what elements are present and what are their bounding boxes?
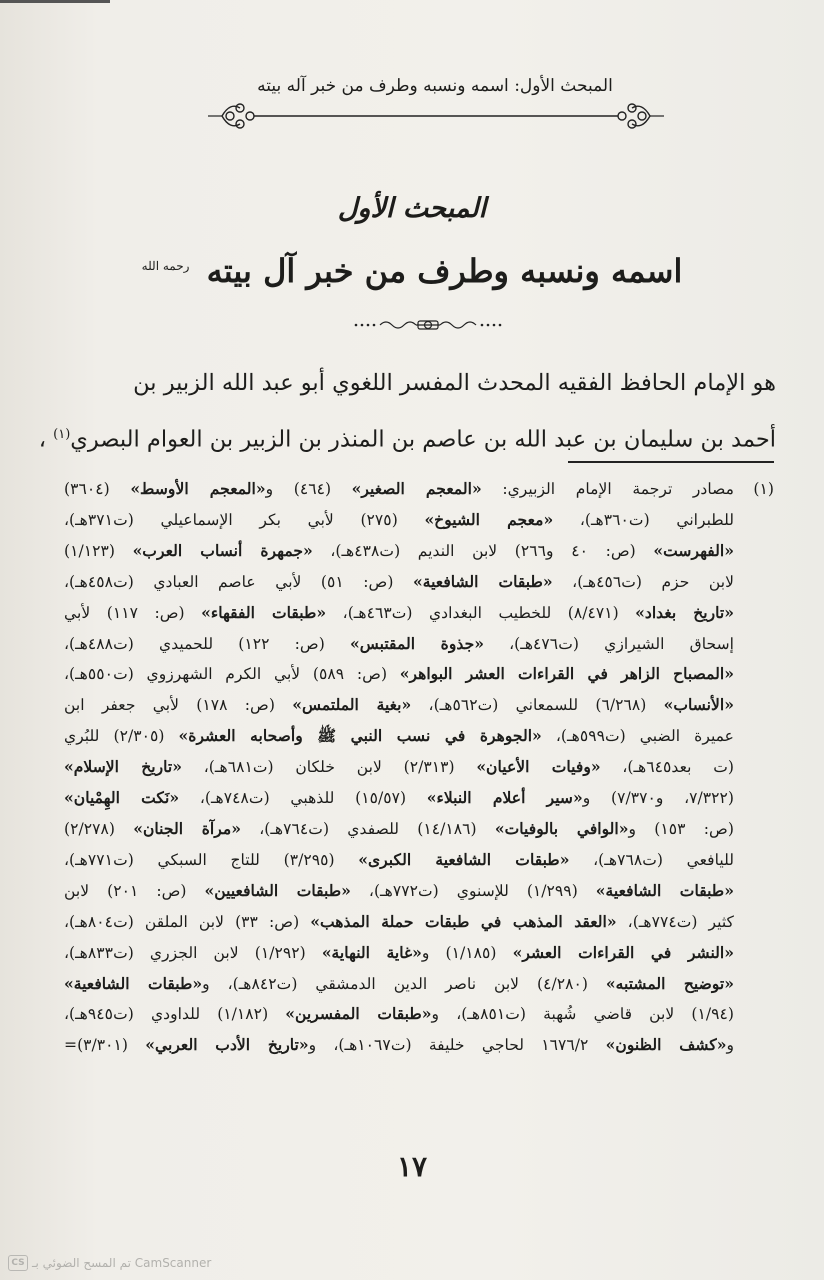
top-edge-rule (0, 0, 110, 3)
page-number: ١٧ (396, 1150, 428, 1183)
footnote-text: ١٦٧٦/٢ لحاجي خليفة (ت١٠٦٧هـ)، و (308, 1036, 606, 1055)
footnote-text: عميرة الضبي (ت٥٩٩هـ)، (541, 727, 734, 746)
source-title: «طبقات الشافعية» (64, 973, 203, 993)
source-title: «العقد المذهب في طبقات حملة المذهب» (310, 911, 617, 931)
footnote-reference[interactable]: (١) (53, 427, 71, 442)
footnote-text: كثير (ت٧٧٤هـ)، (616, 912, 734, 931)
footnote-block (64, 474, 774, 1061)
footnote-text: (١/١٨٥) و (421, 943, 513, 962)
source-title: «توضيح المشتبه» (605, 973, 734, 993)
source-title: «طبقات الفقهاء» (201, 602, 327, 622)
intro-paragraph (38, 358, 776, 466)
footnote-text: إسحاق الشيرازي (ت٤٧٦هـ)، (483, 634, 734, 653)
footnote-text: (١٥/٥٧) للذهبي (ت٧٤٨هـ)، (179, 789, 427, 808)
footnote-text: (ص: ٣٣) لابن الملقن (ت٨٠٤هـ)، (64, 912, 311, 931)
footnote-text: (٦/٢٦٨) للسمعاني (ت٥٦٢هـ)، (411, 696, 664, 715)
header-ornament-icon (208, 90, 664, 130)
footnote-text: (ص: ١٧٨) لأبي جعفر ابن (64, 696, 293, 715)
footnote-line (64, 721, 774, 752)
footnote-line (64, 969, 774, 1000)
footnote-text: مصادر ترجمة الإمام الزبيري: (481, 480, 734, 498)
footnote-line (64, 814, 774, 845)
source-title: «تاريخ بغداد» (635, 602, 734, 622)
footnote-text: (ص: ٥٨٩) لأبي الكرم الشهرزوي (ت٥٥٠هـ)، (64, 665, 400, 684)
source-title: «سير أعلام النبلاء» (426, 788, 583, 808)
source-title: «المصباح الزاهر في القراءات العشر البواهر» (399, 664, 734, 684)
source-title: «وفيات الأعيان» (476, 757, 601, 777)
footnote-text: (ص: ١١٧) لأبي (64, 603, 202, 622)
footnote-text: (١/٩٤) لابن قاضي شُهبة (ت٨٥١هـ)، و (431, 1005, 734, 1024)
footnote-text: (٣٦٠٤) (64, 480, 131, 498)
source-title: «طبقات الشافعية» (595, 880, 734, 900)
footnote-text: (٢/٣٠٥) للبُري (64, 727, 179, 746)
source-title: «تاريخ الأدب العربي» (145, 1035, 309, 1055)
footnote-number: (١) (753, 480, 774, 498)
footnote-line (64, 752, 774, 783)
footnote-line (64, 598, 774, 629)
footnote-text: (٢/٢٧٨) (64, 819, 134, 838)
footnote-line (64, 783, 774, 814)
source-title: «طبقات الشافعية الكبرى» (358, 849, 570, 869)
footnote-text: للطبراني (ت٣٦٠هـ)، (553, 510, 735, 529)
footnote-text: و (726, 1036, 734, 1055)
source-title: «تاريخ الإسلام» (64, 757, 183, 777)
footnote-line (64, 999, 774, 1030)
footnote-line (64, 690, 774, 721)
footnote-text: (٢٧٥) لأبي بكر الإسماعيلي (ت٣٧١هـ)، (64, 510, 425, 529)
footnote-text: لليافعي (ت٧٦٨هـ)، (569, 850, 734, 869)
footnote-line (64, 567, 774, 598)
source-title: «الوافي بالوفيات» (494, 818, 629, 838)
footnote-text: (ص: ٥١) لأبي عاصم العبادي (ت٤٥٨هـ)، (64, 572, 413, 591)
footnote-line (64, 876, 774, 907)
intro-line-2 (38, 409, 776, 466)
footnote-text: (٣/٣٠١)= (64, 1036, 146, 1055)
footnote-text: (ص: ١٢٢) للحميدي (ت٤٨٨هـ)، (64, 634, 351, 653)
footnote-text: (٢/٣١٣) لابن خلكان (ت٦٨١هـ)، (182, 758, 477, 777)
footnote-line (64, 536, 774, 567)
source-title: «كشف الظنون» (605, 1035, 727, 1055)
source-title: «معجم الشيوخ» (424, 509, 554, 529)
footnote-text: (٣/٢٩٥) للتاج السبكي (ت٧٧١هـ)، (64, 850, 359, 869)
footnote-line (64, 659, 774, 690)
footnote-text: (١/١٨٢) للداودي (ت٩٤٥هـ)، (64, 1005, 286, 1024)
footnote-text: (٨/٤٧١) للخطيب البغدادي (ت٤٦٣هـ)، (326, 603, 636, 622)
source-title: «الفهرست» (653, 540, 735, 560)
chapter-kicker: المبحث الأول (337, 193, 487, 224)
source-title: «نَكت الهِمْيان» (64, 788, 180, 808)
footnote-text: (ت بعد٦٤٥هـ)، (600, 758, 734, 777)
footnote-separator (568, 461, 774, 463)
footnote-line (64, 845, 774, 876)
section-divider-ornament-icon (352, 316, 504, 334)
source-title: «جذوة المقتبس» (350, 633, 484, 653)
intro-line-2-text: أحمد بن سليمان بن عبد الله بن عاصم بن المنذر بن الزبير بن العوام البصري (70, 426, 776, 453)
chapter-title (120, 252, 704, 290)
footnote-text: (١/١٢٣) (64, 541, 133, 560)
running-head: المبحث الأول: اسمه ونسبه وطرف من خبر آله بيته (257, 76, 613, 96)
source-title: «جمهرة أنساب العرب» (132, 540, 313, 560)
source-title: «النشر في القراءات العشر» (512, 942, 734, 962)
blessing-mark: رحمه الله (141, 259, 190, 274)
source-title: «غاية النهاية» (321, 942, 422, 962)
footnote-text: (ص: ٢٠١) لابن (64, 881, 205, 900)
footnote-line (64, 907, 774, 938)
footnote-line (64, 938, 774, 969)
intro-line-1: هو الإمام الحافظ الفقيه المحدث المفسر اللغوي أبو عبد الله الزبير بن (133, 370, 776, 396)
footnote-text: (٤/٢٨٠) لابن ناصر الدين الدمشقي (ت٨٤٢هـ)، و (202, 974, 606, 993)
footnote-line (64, 474, 774, 505)
chapter-title-text: اسمه ونسبه وطرف من خبر آل بيته (206, 252, 683, 290)
intro-line-2-end: ، (38, 426, 46, 453)
footnote-text: (١٤/١٨٦) للصفدي (ت٧٦٤هـ)، (240, 819, 495, 838)
footnote-text: (١/٢٩٢) لابن الجزري (ت٨٣٣هـ)، (64, 943, 322, 962)
footnote-text: (١/٢٩٩) للإسنوي (ت٧٧٢هـ)، (350, 881, 596, 900)
source-title: «طبقات المفسرين» (285, 1004, 432, 1024)
source-title: «طبقات الشافعيين» (204, 880, 351, 900)
source-title: «بغية الملتمس» (292, 695, 412, 715)
footnote-text: لابن حزم (ت٤٥٦هـ)، (552, 572, 734, 591)
source-title: «طبقات الشافعية» (412, 571, 553, 591)
source-title: «المعجم الصغير» (351, 479, 482, 498)
footnote-text: (٤٦٤) و (265, 480, 352, 498)
source-title: «المعجم الأوسط» (130, 479, 266, 498)
footnote-text: (ص: ٤٠ و٢٦٦) لابن النديم (ت٤٣٨هـ)، (312, 541, 654, 560)
footnote-text: (٧/٣٢٢، و٧/٣٧٠) و (582, 789, 734, 808)
footnote-line (64, 505, 774, 536)
scanner-watermark-text: تم المسح الضوئي بـ CamScanner (32, 1256, 212, 1270)
scanner-watermark (8, 1252, 218, 1274)
footnote-line (64, 629, 774, 660)
source-title: «الأنساب» (663, 695, 734, 715)
source-title: «مرآة الجنان» (133, 818, 241, 838)
footnote-text: (ص: ١٥٣) و (628, 819, 734, 838)
source-title: «الجوهرة في نسب النبي ﷺ وأصحابه العشرة» (178, 726, 542, 746)
camscanner-logo-icon: CS (8, 1255, 28, 1271)
footnote-line (64, 1030, 774, 1061)
